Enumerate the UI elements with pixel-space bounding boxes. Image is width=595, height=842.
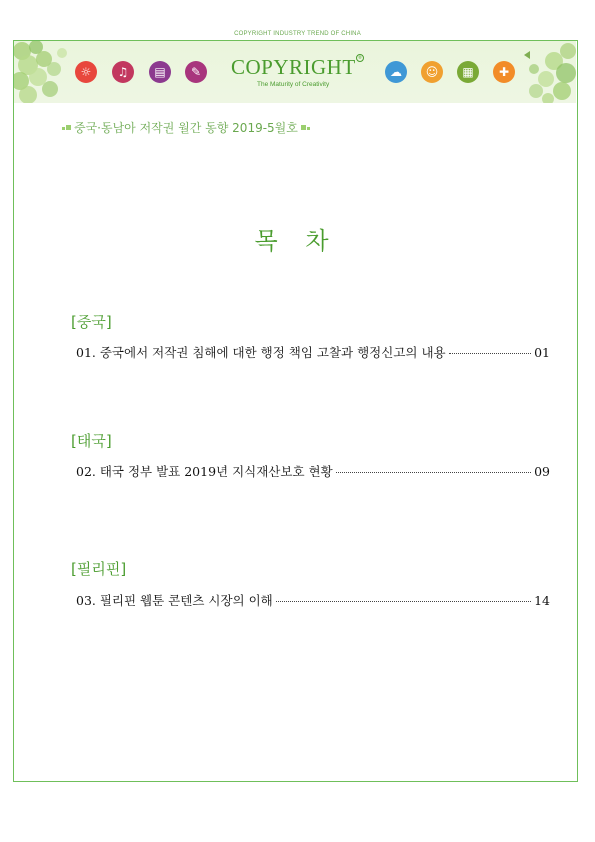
lightbulb-icon: ☼ xyxy=(75,61,97,83)
palette-icon: ✎ xyxy=(185,61,207,83)
toc-entry-page: 09 xyxy=(534,464,550,479)
toc-entry-01[interactable] xyxy=(76,343,550,361)
section-heading-thailand: [태국] xyxy=(71,432,112,450)
section-heading-philippines: [필리핀] xyxy=(71,560,127,578)
toc-entry-title: 03. 필리핀 웹툰 콘텐츠 시장의 이해 xyxy=(76,593,273,608)
toc-entry-page: 01 xyxy=(534,345,550,360)
header-caption: COPYRIGHT INDUSTRY TREND OF CHINA xyxy=(234,31,361,37)
square-ornament-right xyxy=(301,125,310,130)
header-banner xyxy=(14,41,576,103)
toc-title: 목 차 xyxy=(254,227,339,255)
toc-entry-title: 01. 중국에서 저작권 침해에 대한 행정 책임 고찰과 행정신고의 내용 xyxy=(76,345,446,360)
toc-entry-title: 02. 태국 정부 발표 2019년 지식재산보호 현황 xyxy=(76,464,333,479)
toc-entry-02[interactable] xyxy=(76,462,550,480)
toc-entry-03[interactable] xyxy=(76,591,550,609)
square-ornament-left xyxy=(62,125,71,130)
section-heading-china: [중국] xyxy=(71,313,112,331)
game-controller-icon: ✚ xyxy=(493,61,515,83)
toc-entry-page: 14 xyxy=(534,593,550,608)
dot-leader xyxy=(276,601,531,602)
dot-leader xyxy=(449,353,532,354)
film-strip-icon: ▦ xyxy=(457,61,479,83)
foliage-right-decoration xyxy=(506,41,576,103)
music-note-icon: ♫ xyxy=(112,61,134,83)
copyright-logo: COPYRIGHT xyxy=(231,55,356,79)
issue-subtitle xyxy=(62,119,310,136)
foliage-left-decoration xyxy=(14,41,84,103)
book-icon: ▤ xyxy=(149,61,171,83)
head-idea-icon: ☺ xyxy=(421,61,443,83)
dot-leader xyxy=(336,472,531,473)
page-frame xyxy=(13,40,578,782)
logo-tagline: The Maturity of Creativity xyxy=(257,81,330,88)
registered-mark: ® xyxy=(358,55,362,60)
cloud-download-icon: ☁ xyxy=(385,61,407,83)
issue-subtitle-text: 중국·동남아 저작권 월간 동향 2019-5월호 xyxy=(74,121,298,135)
